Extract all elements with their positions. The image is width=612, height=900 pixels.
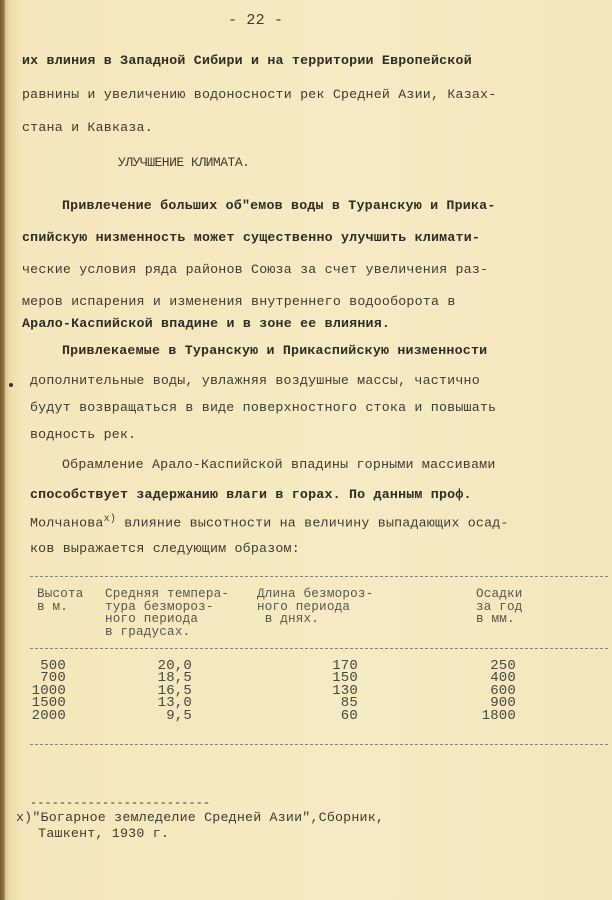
table-col-precipitation: 250 400 600 900 1800: [481, 658, 516, 724]
text-line: дополнительные воды, увлажняя воздушные массы, частично: [30, 373, 480, 388]
binding-edge: [0, 0, 5, 900]
table-bottom-rule: [30, 744, 608, 745]
text-line: Привлекаемые в Туранскую и Прикаспийскую низменности: [62, 343, 488, 358]
page-number: - 22 -: [228, 12, 284, 29]
footnote-line: x)"Богарное земледелие Средней Азии",Сборник,: [16, 810, 385, 825]
footnote-line: Ташкент, 1930 г.: [30, 826, 170, 841]
text-line: равнины и увеличению водоносности рек Средней Азии, Казах-: [22, 87, 497, 102]
text-line: будут возвращаться в виде поверхностного стока и повышать: [30, 400, 497, 415]
text-line: ческие условия ряда районов Союза за счет увеличения раз-: [22, 262, 489, 277]
text-line: меров испарения и изменения внутреннего водооборота в: [22, 294, 456, 309]
table-header-precipitation: Осадки за год в мм.: [476, 587, 523, 627]
text-line: спийскую низменность может существенно улучшить климати-: [22, 230, 481, 245]
table-col-frostfree: 170 150 130 85 60: [332, 658, 358, 724]
author-name: Молчанова: [30, 515, 104, 531]
table-col-height: 500 700 1000 1500 2000: [31, 658, 66, 724]
table-header-height: Высота в м.: [37, 587, 84, 614]
table-header-frostfree: Длина безмороз- ного периода в днях.: [257, 587, 374, 627]
text-line: ков выражается следующим образом:: [30, 541, 300, 556]
table-top-rule: [30, 576, 608, 577]
table-header-rule: [30, 648, 608, 649]
text-line: водность рек.: [30, 427, 137, 442]
text-line: [30, 514, 509, 530]
text-line: стана и Кавказа.: [22, 120, 153, 135]
table-header-temperature: Средняя темпера- тура безмороз- ного периода в градусах.: [105, 587, 230, 639]
text-span: влияние высотности на величину выпадающих осад-: [116, 515, 509, 531]
text-line: их влиния в Западной Сибири и на территории Европейской: [22, 53, 472, 68]
table-col-temperature: 20,0 18,5 16,5 13,0 9,5: [157, 658, 192, 724]
section-heading: УЛУЧШЕНИЕ КЛИМАТА.: [118, 155, 250, 170]
text-line: Обрамление Арало-Каспийской впадины горными массивами: [62, 457, 496, 472]
text-line: Привлечение больших об"емов воды в Туранскую и Прика-: [62, 198, 496, 213]
text-line: способствует задержанию влаги в горах. По данным проф.: [30, 487, 472, 502]
margin-mark: [9, 383, 13, 387]
footnote-separator: -------------------------: [30, 796, 211, 810]
footnote-marker: x): [103, 514, 117, 525]
text-line: Арало-Каспийской впадине и в зоне ее влияния.: [22, 316, 391, 331]
